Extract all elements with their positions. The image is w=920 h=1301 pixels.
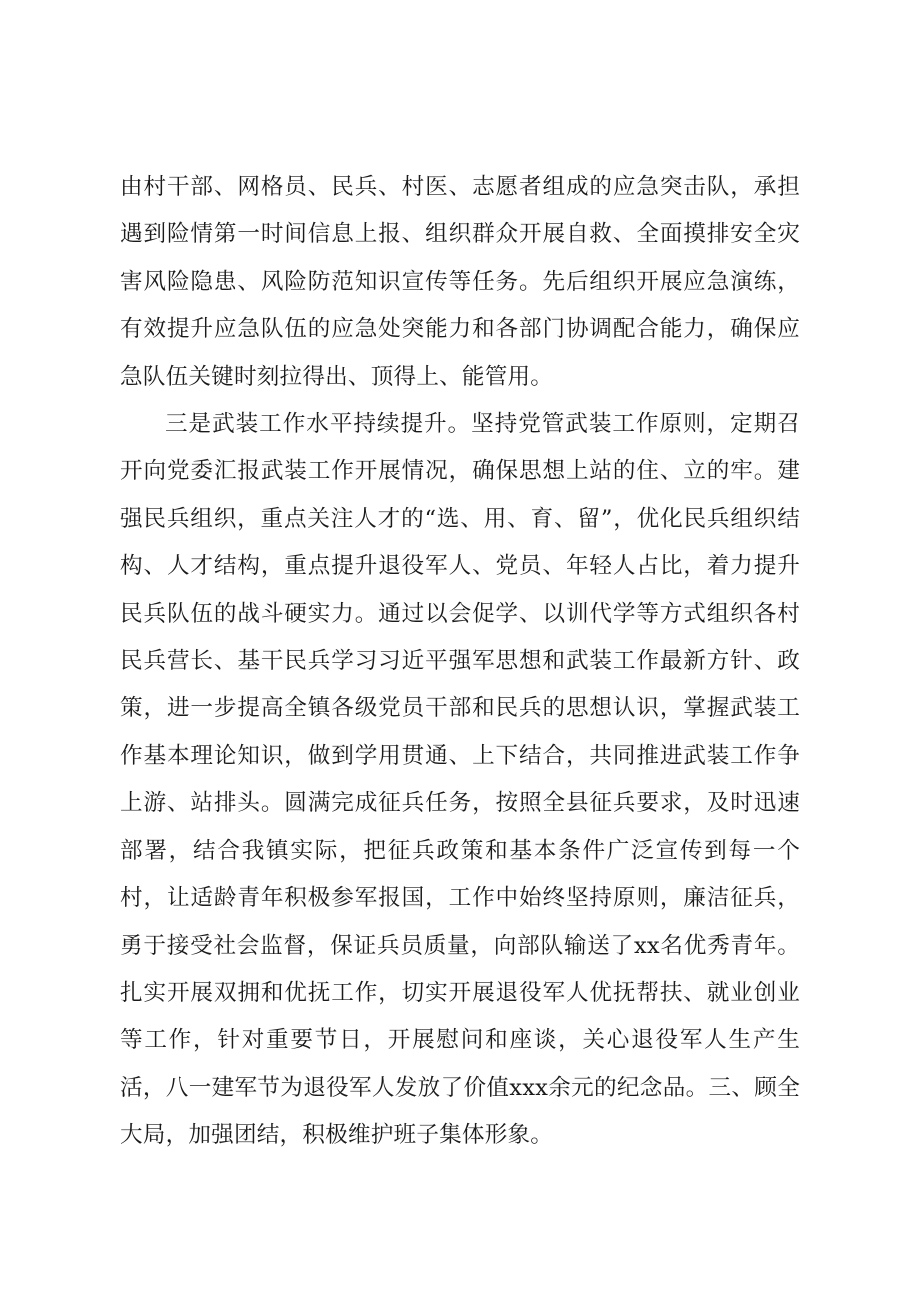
paragraph-armed-forces-work: 三是武装工作水平持续提升。坚持党管武装工作原则，定期召开向党委汇报武装工作开展情况，确保思想上站的住、立的牢。建强民兵组织，重点关注人才的“选、用、育、留”，优化民兵组织结构、人才结构，重点提升退役军人、党员、年轻人占比，着力提升民兵队伍的战斗硬实力。通过以会促学、以训代学等方式组织各村民兵营长、基干民兵学习习近平强军思想和武装工作最新方针、政策，进一步提高全镇各级党员干部和民兵的思想认识，掌握武装工作基本理论知识，做到学用贯通、上下结合，共同推进武装工作争上游、站排头。圆满完成征兵任务，按照全县征兵要求，及时迅速部署，结合我镇实际，把征兵政策和基本条件广泛宣传到每一个村，让适龄青年积极参军报国，工作中始终坚持原则，廉洁征兵，勇于接受社会监督，保证兵员质量，向部队输送了xx名优秀青年。扎实开展双拥和优抚工作，切实开展退役军人优抚帮扶、就业创业等工作，针对重要节日，开展慰问和座谈，关心退役军人生产生活，八一建军节为退役军人发放了价值xxx余元的纪念品。三、顾全大局，加强团结，积极维护班子集体形象。 [120,411,800,1149]
document-body [120,164,800,1160]
paragraph-emergency-team: 由村干部、网格员、民兵、村医、志愿者组成的应急突击队，承担遇到险情第一时间信息上报、组织群众开展自救、全面摸排安全灾害风险隐患、风险防范知识宣传等任务。先后组织开展应急演练，有效提升应急队伍的应急处突能力和各部门协调配合能力，确保应急队伍关键时刻拉得出、顶得上、能管用。 [120,174,800,390]
